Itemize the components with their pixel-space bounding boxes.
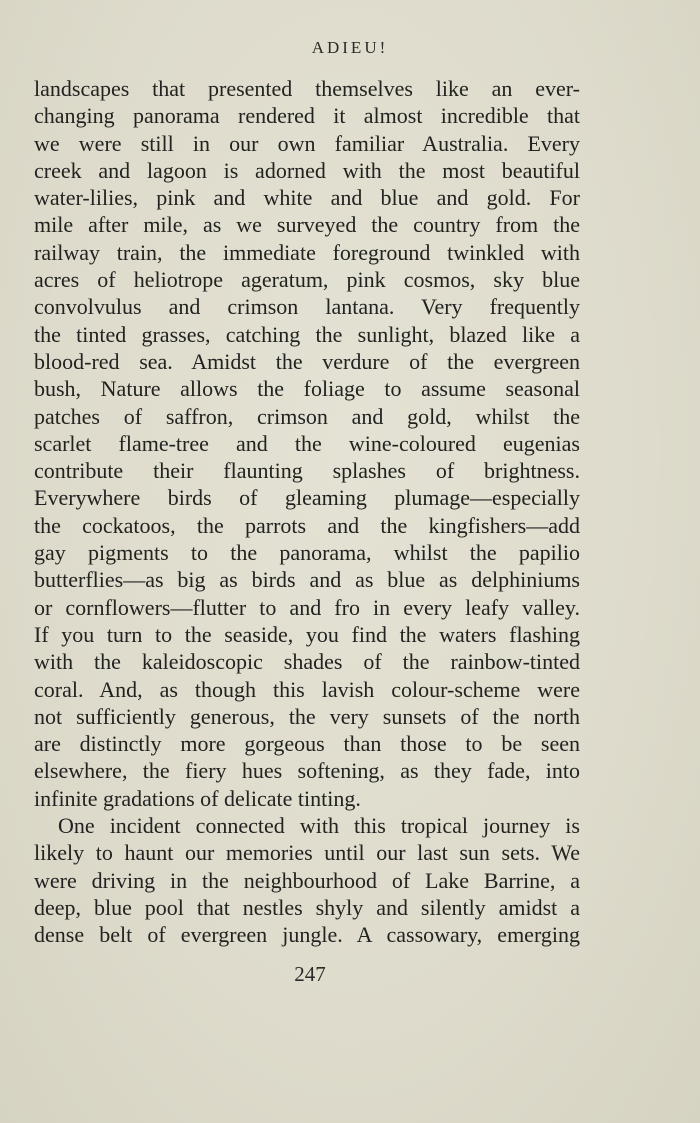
- text-line: were driving in the neighbourhood of Lake Barrine, a: [34, 867, 580, 893]
- text-line: coral. And, as though this lavish colour-scheme were: [34, 676, 580, 702]
- text-line: deep, blue pool that nestles shyly and silently amidst a: [34, 894, 580, 920]
- text-line: convolvulus and crimson lantana. Very frequently: [34, 294, 580, 320]
- text-line: patches of saffron, crimson and gold, whilst the: [34, 403, 580, 429]
- text-line: landscapes that presented themselves like an ever-: [34, 76, 580, 101]
- text-line: contribute their flaunting splashes of brightness.: [34, 458, 580, 484]
- text-line: the tinted grasses, catching the sunlight, blazed like a: [34, 321, 580, 347]
- text-line: scarlet flame-tree and the wine-coloured eugenias: [34, 430, 580, 456]
- text-line: railway train, the immediate foreground twinkled with: [34, 239, 580, 265]
- text-line: creek and lagoon is adorned with the most beautiful: [34, 157, 580, 183]
- text-line: are distinctly more gorgeous than those to be seen: [34, 731, 580, 757]
- text-line: not sufficiently generous, the very sunsets of the north: [34, 703, 580, 729]
- text-line: elsewhere, the fiery hues softening, as they fade, into: [34, 758, 580, 784]
- text-line: One incident connected with this tropical journey is: [58, 813, 580, 839]
- text-line: gay pigments to the panorama, whilst the papilio: [34, 540, 580, 566]
- text-line: butterflies—as big as birds and as blue as delphiniums: [34, 567, 580, 593]
- text-line: blood-red sea. Amidst the verdure of the evergreen: [34, 348, 580, 374]
- text-line: If you turn to the seaside, you find the waters flashing: [34, 621, 580, 647]
- text-line: with the kaleidoscopic shades of the rainbow-tinted: [34, 649, 580, 675]
- text-line: the cockatoos, the parrots and the kingfishers—add: [34, 512, 580, 538]
- running-head: ADIEU!: [311, 38, 389, 57]
- text-line: changing panorama rendered it almost incredible that: [34, 103, 580, 129]
- paragraph-1: [34, 75, 580, 812]
- page-number: 247: [294, 962, 326, 986]
- text-line: infinite gradations of delicate tinting.: [34, 785, 361, 811]
- text-line: mile after mile, as we surveyed the country from the: [34, 212, 580, 238]
- text-line: likely to haunt our memories until our last sun sets. We: [34, 840, 580, 866]
- text-line: dense belt of evergreen jungle. A cassowary, emerging: [34, 922, 580, 948]
- text-line: water-lilies, pink and white and blue and gold. For: [34, 185, 580, 211]
- text-line: we were still in our own familiar Australia. Every: [34, 130, 580, 156]
- text-line: Everywhere birds of gleaming plumage—especially: [34, 485, 580, 511]
- paragraph-2: [34, 812, 580, 948]
- text-line: or cornflowers—flutter to and fro in every leafy valley.: [34, 594, 580, 620]
- body-text: [34, 75, 580, 949]
- text-line: bush, Nature allows the foliage to assume seasonal: [34, 376, 580, 402]
- text-line: acres of heliotrope ageratum, pink cosmos, sky blue: [34, 267, 580, 293]
